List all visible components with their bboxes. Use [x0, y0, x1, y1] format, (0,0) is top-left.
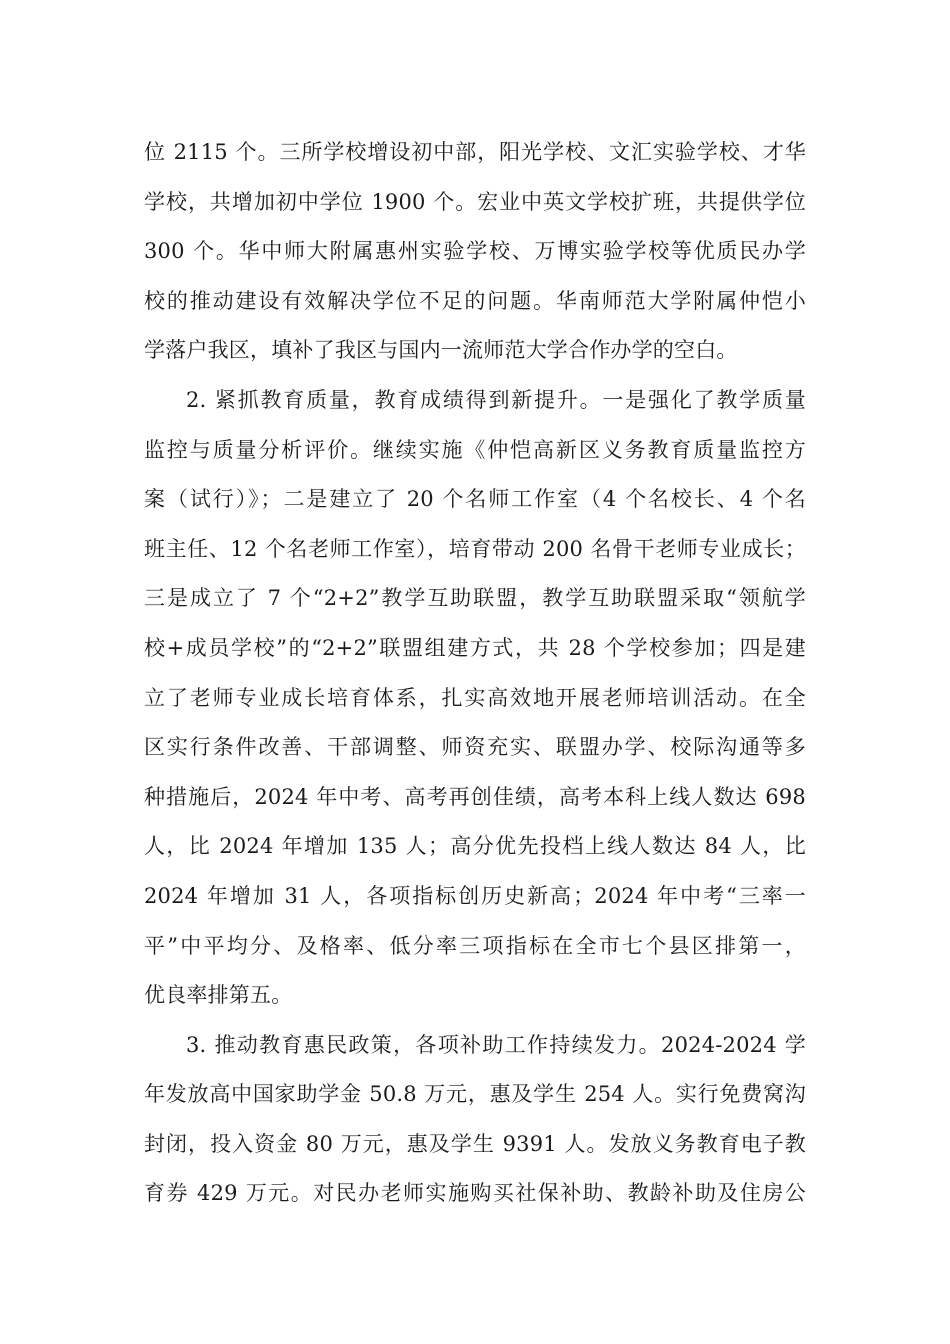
text-line: 3. 推动教育惠民政策，各项补助工作持续发力。2024-2024 学 [186, 1032, 806, 1057]
text-line: 年发放高中国家助学金 50.8 万元，惠及学生 254 人。实行免费窝沟 [144, 1082, 806, 1107]
text-line: 种措施后，2024 年中考、高考再创佳绩，高考本科上线人数达 698 [144, 784, 806, 809]
text-line: 三是成立了 7 个“2+2”教学互助联盟，教学互助联盟采取“领航学 [144, 586, 806, 611]
text-line: 优良率排第五。 [144, 983, 293, 1008]
text-line: 300 个。华中师大附属惠州实验学校、万博实验学校等优质民办学 [144, 239, 806, 264]
text-line: 案（试行）》；二是建立了 20 个名师工作室（4 个名校长、4 个名 [144, 487, 806, 512]
text-line: 2024 年增加 31 人，各项指标创历史新高；2024 年中考“三率一 [144, 883, 806, 908]
paragraph-3 [144, 1021, 806, 1219]
text-line: 学校，共增加初中学位 1900 个。宏业中英文学校扩班，共提供学位 [144, 189, 806, 214]
text-line: 校的推动建设有效解决学位不足的问题。华南师范大学附属仲恺小 [144, 288, 806, 313]
text-line: 育券 429 万元。对民办老师实施购买社保补助、教龄补助及住房公 [144, 1181, 806, 1206]
text-line: 位 2115 个。三所学校增设初中部，阳光学校、文汇实验学校、才华 [144, 140, 806, 164]
text-line: 监控与质量分析评价。继续实施《仲恺高新区义务教育质量监控方 [144, 437, 806, 462]
text-line: 班主任、12 个名老师工作室），培育带动 200 名骨干老师专业成长； [144, 536, 806, 561]
text-line: 人，比 2024 年增加 135 人；高分优先投档上线人数达 84 人，比 [144, 834, 806, 859]
text-line: 校+成员学校”的“2+2”联盟组建方式，共 28 个学校参加；四是建 [144, 635, 806, 660]
paragraph-1 [144, 128, 806, 376]
document-body [144, 128, 806, 1219]
text-line: 立了老师专业成长培育体系，扎实高效地开展老师培训活动。在全 [144, 685, 806, 710]
text-line: 2. 紧抓教育质量，教育成绩得到新提升。一是强化了教学质量 [186, 387, 806, 412]
text-line: 学落户我区，填补了我区与国内一流师范大学合作办学的空白。 [144, 338, 738, 363]
text-line: 平”中平均分、及格率、低分率三项指标在全市七个县区排第一， [144, 933, 806, 958]
text-line: 封闭，投入资金 80 万元，惠及学生 9391 人。发放义务教育电子教 [144, 1131, 806, 1156]
text-line: 区实行条件改善、干部调整、师资充实、联盟办学、校际沟通等多 [144, 735, 806, 760]
paragraph-2 [144, 376, 806, 1021]
